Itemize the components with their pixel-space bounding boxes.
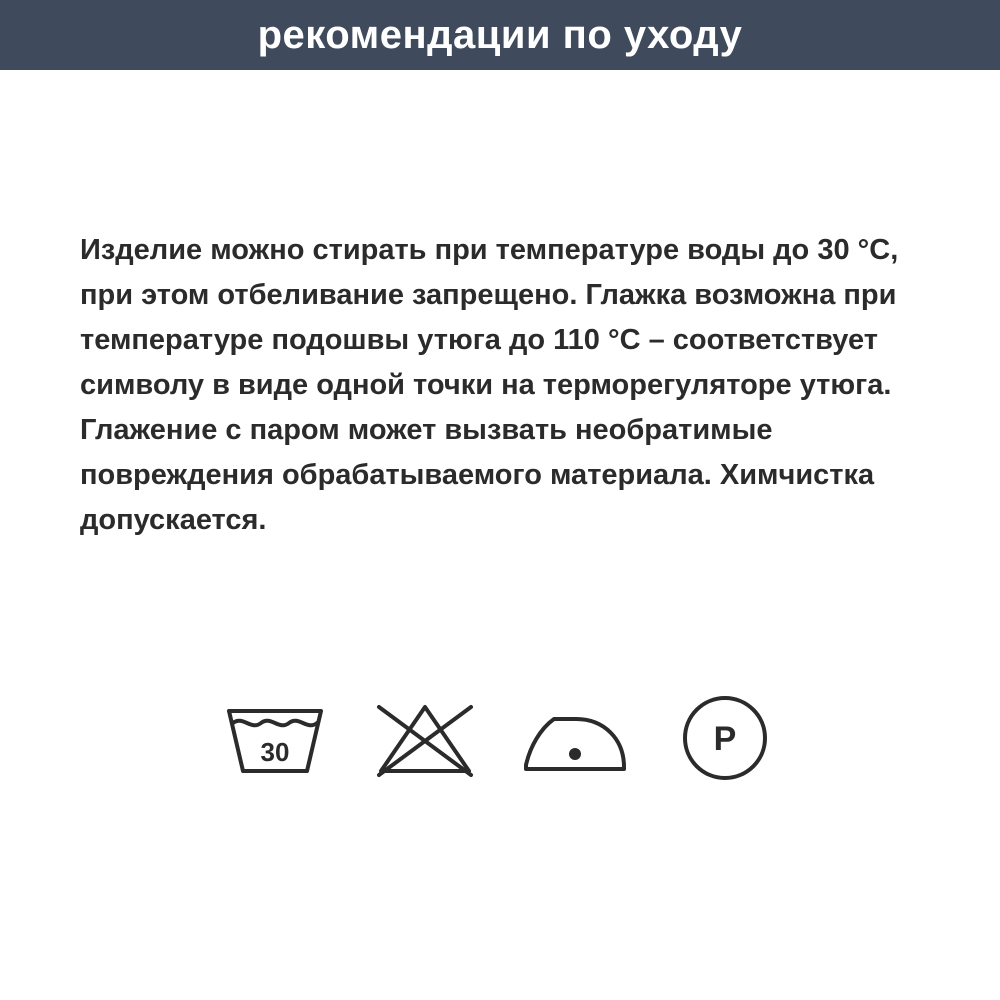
iron-one-dot-symbol bbox=[520, 690, 630, 785]
wash-30-symbol bbox=[220, 690, 330, 785]
dry-clean-p-symbol bbox=[670, 690, 780, 785]
header-bar bbox=[0, 0, 1000, 70]
page-title: рекомендации по уходу bbox=[257, 13, 743, 57]
care-instructions-text: Изделие можно стирать при температуре воды до 30 °C, при этом отбеливание запрещено. Глажка возможна при температуре подошвы утюга до 110 °C – соответствует символу в виде одной точки на терморегуляторе утюга. Глажение с паром может вызвать необратимые повреждения обрабатываемого материала. Химчистка допускается. bbox=[80, 234, 899, 536]
care-symbols-row bbox=[0, 690, 1000, 785]
dry-clean-letter-label: P bbox=[713, 719, 737, 758]
do-not-bleach-symbol bbox=[370, 690, 480, 785]
wash-temperature-label: 30 bbox=[260, 736, 290, 767]
